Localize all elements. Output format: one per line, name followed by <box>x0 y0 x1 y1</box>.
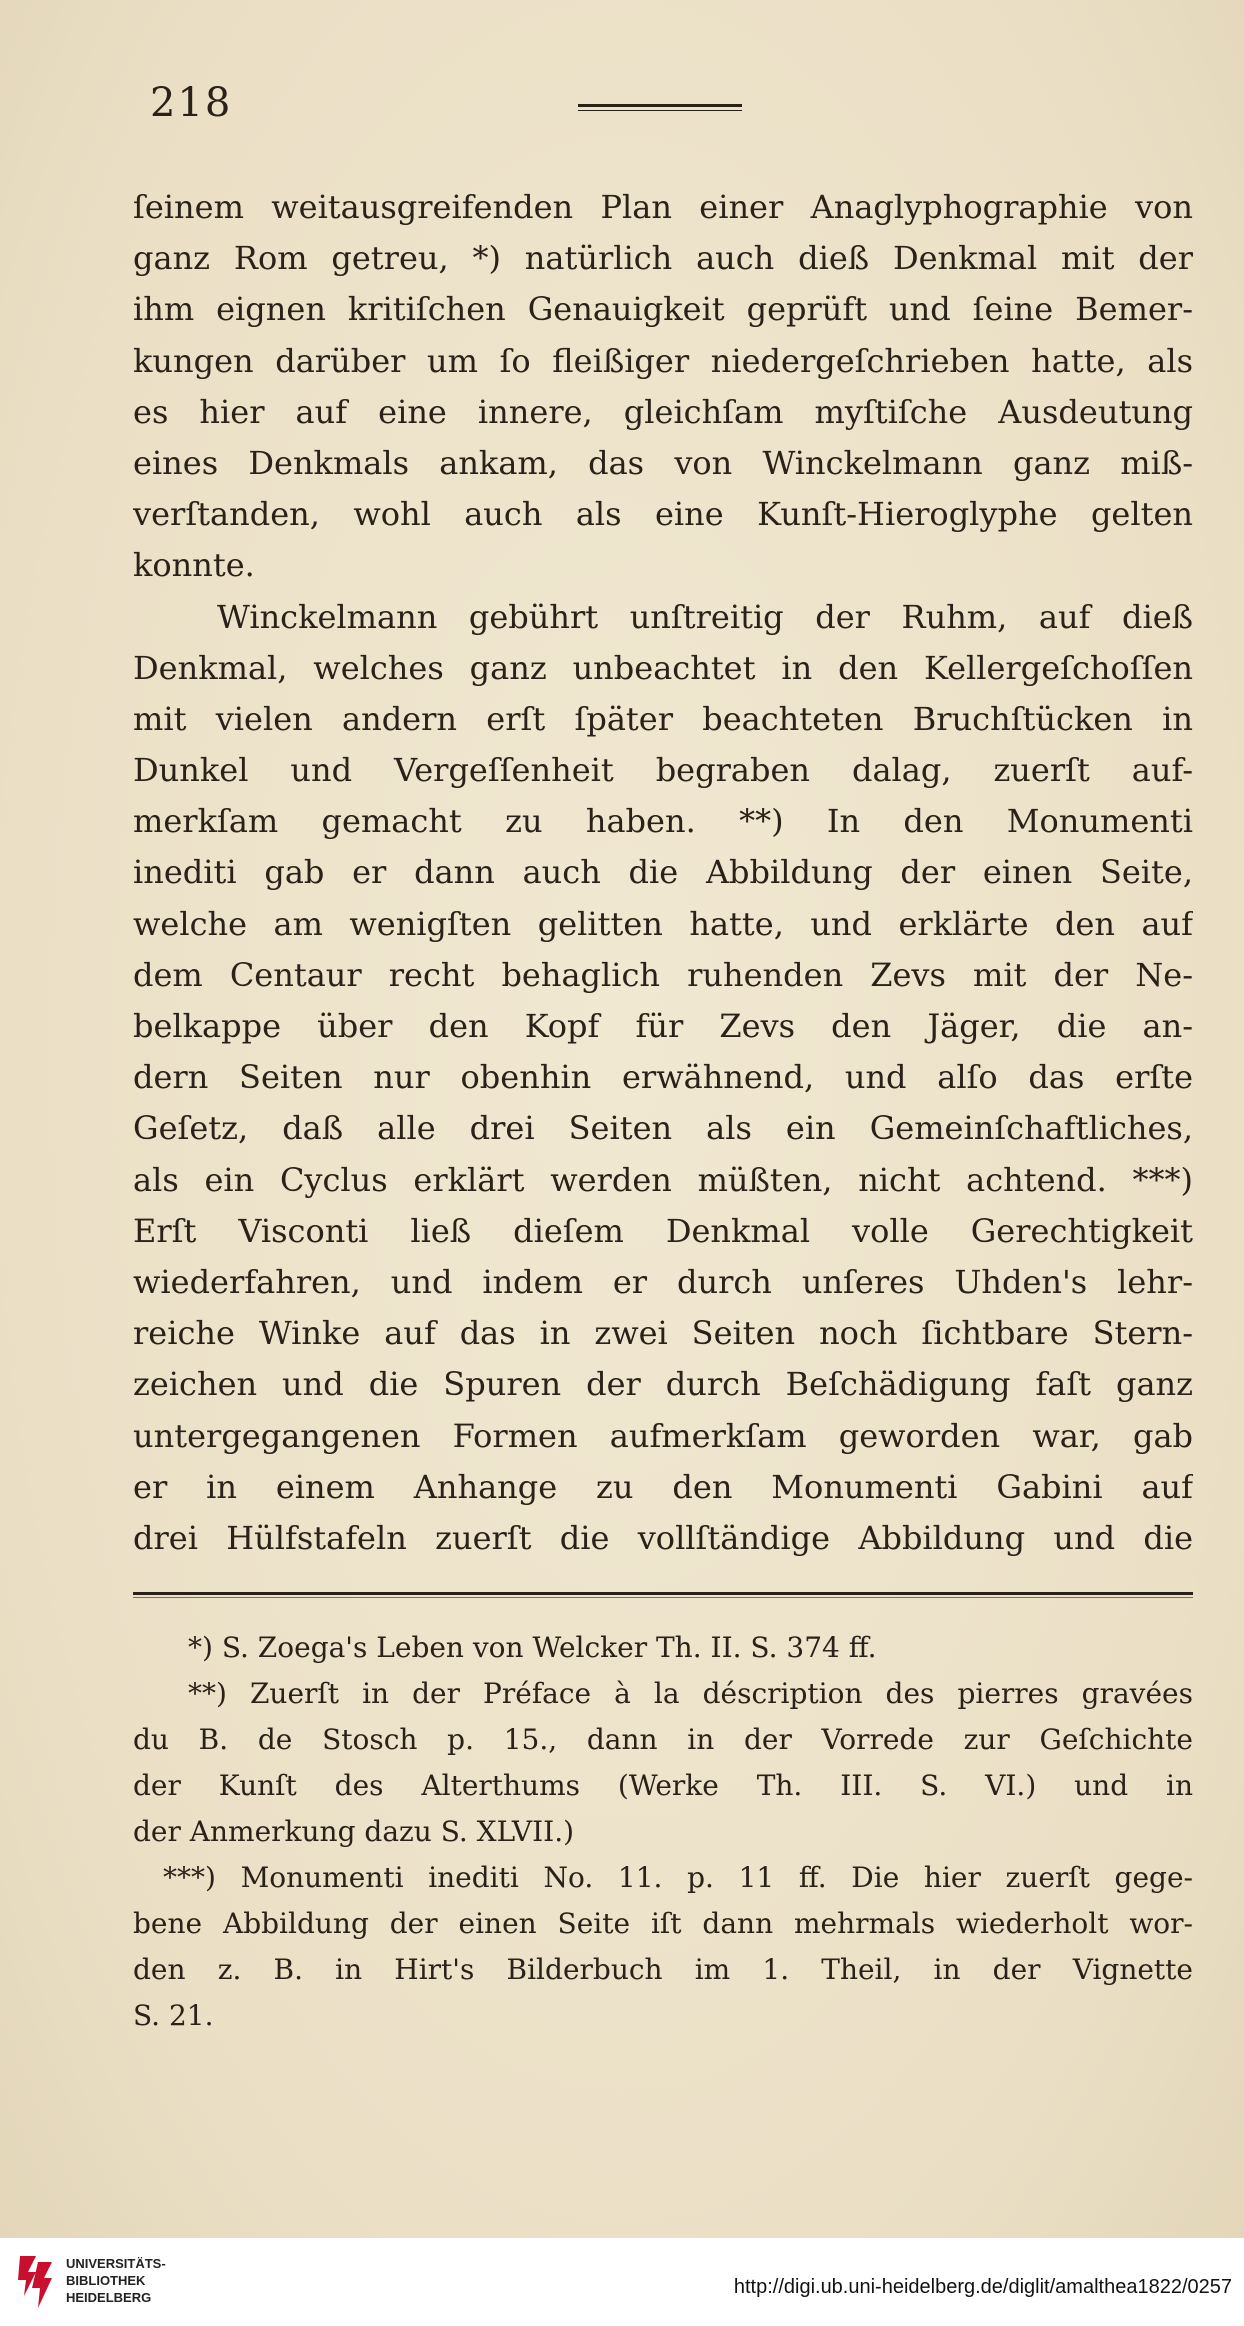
footnote-line: der Anmerkung dazu S. XLVII.) <box>133 1815 575 1848</box>
body-line: merkſam gemacht zu haben. **) In den Monumenti <box>133 802 1193 841</box>
body-line: kungen darüber um ſo fleißiger niedergeſchrieben hatte, als <box>133 341 1193 380</box>
body-line: als ein Cyclus erklärt werden müßten, nicht achtend. ***) <box>133 1160 1193 1199</box>
library-name-line: HEIDELBERG <box>66 2290 152 2305</box>
footnote-line: S. 21. <box>133 1999 214 2032</box>
body-line: Dunkel und Vergeſſenheit begraben dalag, zuerſt auf- <box>133 751 1193 790</box>
source-url[interactable]: http://digi.ub.uni-heidelberg.de/diglit/amalthea1822/0257 <box>733 2276 1232 2298</box>
footnote-line: du B. de Stosch p. 15., dann in der Vorrede zur Geſchichte <box>133 1723 1193 1756</box>
body-line: Geſetz, daß alle drei Seiten als ein Gemeinſchaftliches, <box>133 1109 1193 1148</box>
body-line: drei Hülfstafeln zuerſt die vollſtändige Abbildung und die <box>133 1518 1193 1557</box>
body-line: welche am wenigſten gelitten hatte, und erklärte den auf <box>133 904 1193 943</box>
library-name <box>66 2255 166 2306</box>
body-line: reiche Winke auf das in zwei Seiten noch ſichtbare Stern- <box>133 1314 1193 1353</box>
body-line: konnte. <box>133 546 255 585</box>
footnote-line: ***) Monumenti inediti No. 11. p. 11 ff. Die hier zuerſt gege- <box>163 1861 1193 1894</box>
library-name-line: UNIVERSITÄTS- <box>66 2256 166 2271</box>
body-line: verſtanden, wohl auch als eine Kunſt-Hieroglyphe gelten <box>133 495 1193 534</box>
body-line: ihm eignen kritiſchen Genauigkeit geprüft und ſeine Bemer- <box>133 290 1193 329</box>
body-line: ganz Rom getreu, *) natürlich auch dieß Denkmal mit der <box>133 239 1193 278</box>
body-line: dem Centaur recht behaglich ruhenden Zevs mit der Ne- <box>133 955 1193 994</box>
library-name-line: BIBLIOTHEK <box>66 2273 146 2288</box>
footnote-line: der Kunſt des Alterthums (Werke Th. III. S. VI.) und in <box>133 1769 1193 1802</box>
body-line: zeichen und die Spuren der durch Beſchädigung faſt ganz <box>133 1365 1193 1404</box>
footnote-line: **) Zuerſt in der Préface à la déscription des pierres gravées <box>188 1677 1193 1710</box>
body-line: belkappe über den Kopf für Zevs den Jäger, die an- <box>133 1007 1193 1045</box>
body-line: ſeinem weitausgreifenden Plan einer Anaglyphographie von <box>133 188 1193 226</box>
footnotes <box>133 1625 1193 2039</box>
body-line: er in einem Anhange zu den Monumenti Gabini auf <box>133 1467 1193 1506</box>
footnote-line: *) S. Zoega's Leben von Welcker Th. II. S. 374 ff. <box>188 1631 877 1664</box>
footnote-line: den z. B. in Hirt's Bilderbuch im 1. Theil, in der Vignette <box>133 1953 1193 1986</box>
body-line: inediti gab er dann auch die Abbildung der einen Seite, <box>133 853 1193 892</box>
body-line: Erſt Visconti ließ dieſem Denkmal volle Gerechtigkeit <box>133 1211 1193 1250</box>
body-line: wiederfahren, und indem er durch unſeres Uhden's lehr- <box>133 1262 1193 1301</box>
body-line: dern Seiten nur obenhin erwähnend, und alſo das erſte <box>133 1058 1193 1097</box>
footnote-rule <box>133 1592 1193 1598</box>
body-text <box>133 182 1193 1564</box>
body-line: Winckelmann gebührt unſtreitig der Ruhm, auf dieß <box>217 597 1193 636</box>
page-number: 218 <box>150 80 233 126</box>
university-library-logo-icon <box>16 2252 56 2312</box>
body-line: Denkmal, welches ganz unbeachtet in den Kellergeſchoſſen <box>133 648 1193 687</box>
footnote-line: bene Abbildung der einen Seite iſt dann mehrmals wiederholt wor- <box>133 1907 1193 1940</box>
body-line: es hier auf eine innere, gleichſam myſtiſche Ausdeutung <box>133 392 1193 431</box>
body-line: untergegangenen Formen aufmerkſam geworden war, gab <box>133 1416 1193 1455</box>
body-line: eines Denkmals ankam, das von Winckelmann ganz miß- <box>133 443 1193 482</box>
header-rule <box>578 104 742 114</box>
body-line: mit vielen andern erſt ſpäter beachteten Bruchſtücken in <box>133 699 1193 738</box>
